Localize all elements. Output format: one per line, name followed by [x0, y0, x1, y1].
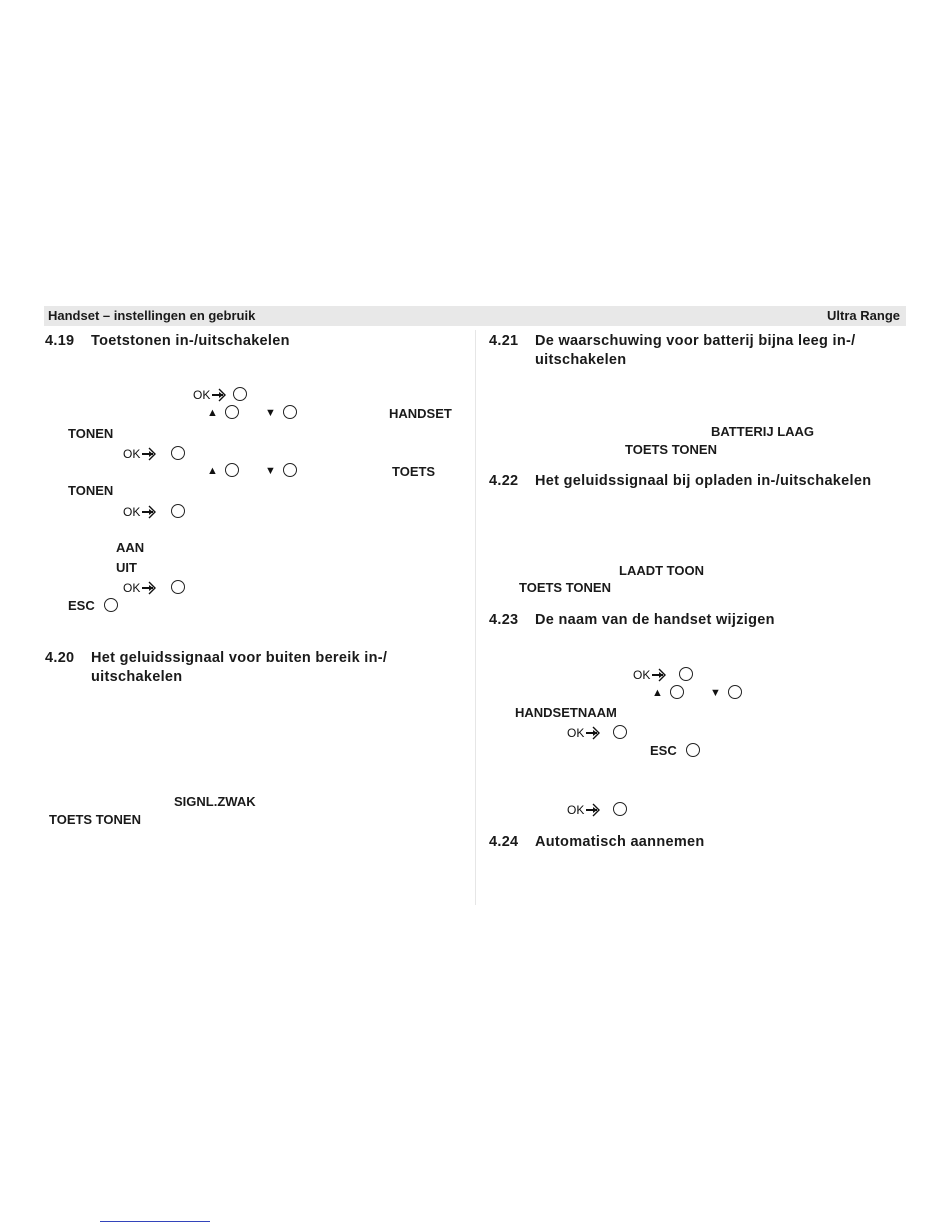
ok-label: OK: [123, 505, 141, 519]
button-circle-icon: [283, 463, 297, 477]
down-arrow-icon: ▼: [265, 407, 276, 419]
ok-arrow-icon: [585, 802, 605, 818]
section-4-24-heading: [489, 833, 909, 853]
esc-key-label: ESC: [68, 598, 95, 613]
ok-label: OK: [123, 447, 141, 461]
ok-key: [123, 503, 179, 521]
section-4-23-heading: [489, 611, 909, 631]
section-number: 4.20: [45, 650, 75, 666]
ok-key: [633, 666, 689, 684]
menu-option-tonen: TONEN: [68, 426, 114, 441]
ok-arrow-icon: [141, 504, 161, 520]
ok-label: OK: [633, 668, 651, 682]
section-number: 4.23: [489, 612, 519, 628]
button-circle-icon: [283, 405, 297, 419]
menu-option-toets-tonen: TOETS TONEN: [49, 812, 141, 827]
ok-arrow-icon: [141, 580, 161, 596]
column-divider: [475, 330, 476, 905]
menu-option-signl-zwak: SIGNL.ZWAK: [174, 794, 256, 809]
ok-label: OK: [193, 388, 211, 402]
ok-key: [567, 724, 623, 742]
section-number: 4.22: [489, 473, 519, 489]
button-circle-icon: [670, 685, 684, 699]
section-title-line2: uitschakelen: [91, 669, 183, 685]
header-chapter-title: Handset – instellingen en gebruik: [48, 308, 256, 323]
section-number: 4.21: [489, 333, 519, 349]
up-arrow-icon: ▲: [207, 465, 218, 477]
ok-key: [123, 579, 179, 597]
ok-label: OK: [567, 803, 585, 817]
button-circle-icon: [679, 667, 693, 681]
ok-key: [193, 386, 249, 404]
button-circle-icon: [728, 685, 742, 699]
section-number: 4.19: [45, 333, 75, 349]
ok-key: [123, 445, 179, 463]
menu-option-toets-tonen: TOETS TONEN: [625, 442, 717, 457]
section-title-line2: uitschakelen: [535, 352, 627, 368]
ok-arrow-icon: [585, 725, 605, 741]
section-number: 4.24: [489, 834, 519, 850]
ok-arrow-icon: [211, 387, 231, 403]
menu-option-laadt-toon: LAADT TOON: [619, 563, 704, 578]
option-aan: AAN: [116, 540, 145, 555]
button-circle-icon: [233, 387, 247, 401]
section-title-line1: De waarschuwing voor batterij bijna leeg in-/: [535, 333, 856, 349]
button-circle-icon: [225, 463, 239, 477]
ok-label: OK: [567, 726, 585, 740]
ok-arrow-icon: [651, 667, 671, 683]
menu-option-toets-tonen: TOETS TONEN: [519, 580, 611, 595]
button-circle-icon: [171, 580, 185, 594]
up-arrow-icon: ▲: [652, 687, 663, 699]
button-circle-icon: [171, 446, 185, 460]
section-4-20-heading: [45, 649, 465, 689]
down-arrow-icon: ▼: [265, 465, 276, 477]
menu-option-handset: HANDSET: [389, 406, 452, 421]
section-4-19-heading: [45, 332, 465, 352]
section-title-line1: Het geluidssignaal voor buiten bereik in-/: [91, 650, 388, 666]
button-circle-icon: [613, 725, 627, 739]
section-4-22-heading: [489, 472, 909, 492]
ok-arrow-icon: [141, 446, 161, 462]
button-circle-icon: [686, 743, 700, 757]
option-uit: UIT: [116, 560, 137, 575]
header-product-name: Ultra Range: [827, 308, 900, 323]
section-4-21-heading: [489, 332, 909, 372]
menu-option-batterij-laag: BATTERIJ LAAG: [711, 424, 815, 439]
menu-option-tonen: TONEN: [68, 483, 114, 498]
section-title: Automatisch aannemen: [535, 834, 705, 850]
button-circle-icon: [171, 504, 185, 518]
menu-option-handsetnaam: HANDSETNAAM: [515, 705, 617, 720]
button-circle-icon: [613, 802, 627, 816]
section-title: Toetstonen in-/uitschakelen: [91, 333, 290, 349]
esc-key-label: ESC: [650, 743, 677, 758]
up-arrow-icon: ▲: [207, 407, 218, 419]
button-circle-icon: [225, 405, 239, 419]
button-circle-icon: [104, 598, 118, 612]
footer-link-underline: [100, 1221, 210, 1222]
down-arrow-icon: ▼: [710, 687, 721, 699]
ok-key: [567, 801, 623, 819]
section-title: Het geluidssignaal bij opladen in-/uitschakelen: [535, 473, 872, 489]
ok-label: OK: [123, 581, 141, 595]
menu-option-toets: TOETS: [392, 464, 436, 479]
section-title: De naam van de handset wijzigen: [535, 612, 775, 628]
running-header: [44, 306, 906, 326]
